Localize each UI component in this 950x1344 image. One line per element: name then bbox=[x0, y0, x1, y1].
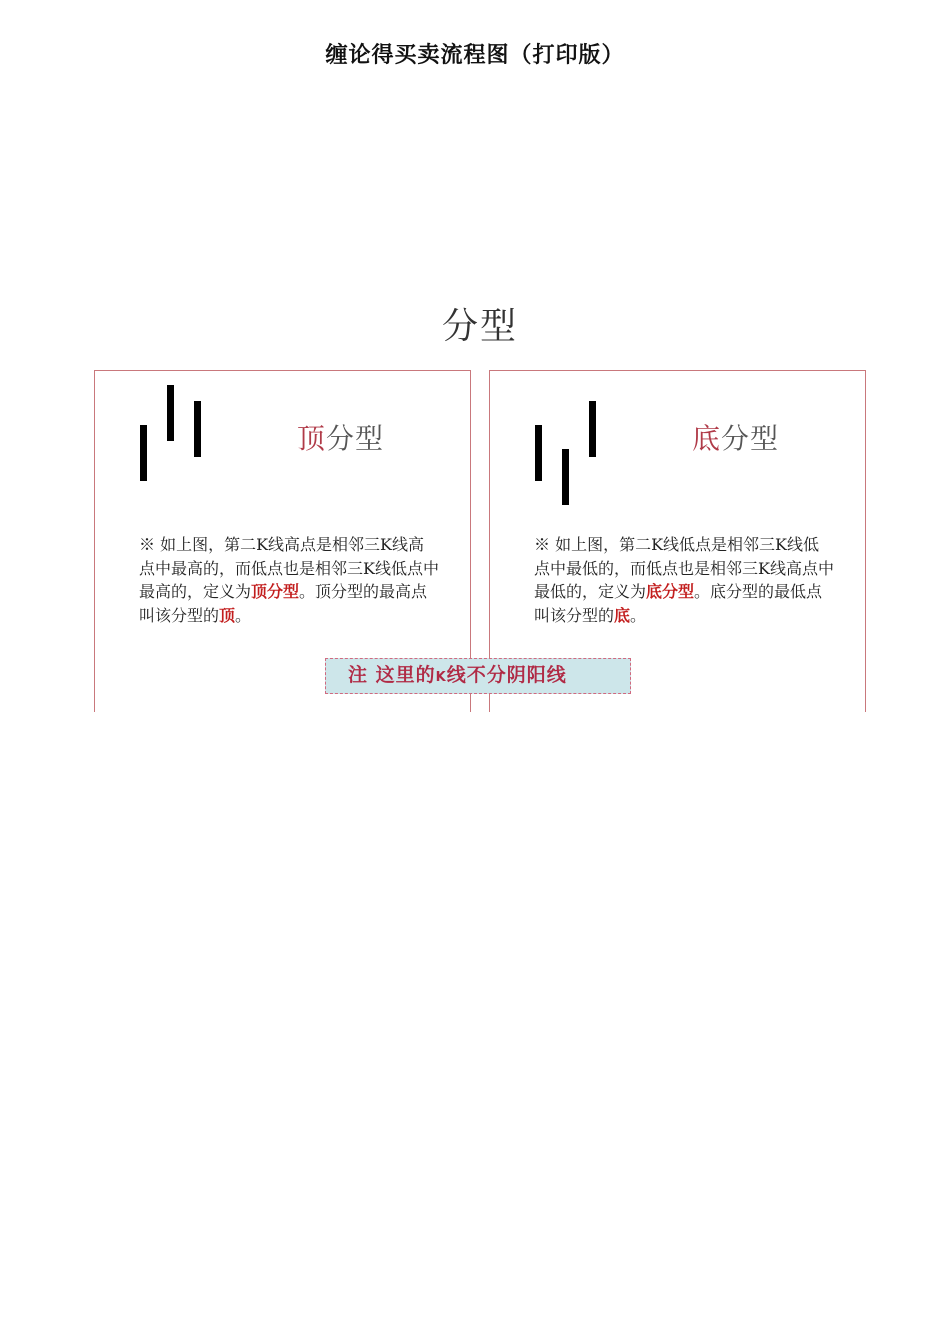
kline-bar-2 bbox=[562, 449, 569, 505]
kline-bar-3 bbox=[194, 401, 201, 457]
note-box: 注 这里的K线不分阴阳线 bbox=[325, 658, 631, 694]
bottom-fractal-title: 底分型 bbox=[692, 422, 780, 455]
figure-heading: 分型 bbox=[441, 306, 518, 347]
fractal-figure bbox=[94, 292, 866, 712]
kline-bar-3 bbox=[589, 401, 596, 457]
kline-bar-1 bbox=[535, 425, 542, 481]
kline-bar-1 bbox=[140, 425, 147, 481]
top-fractal-description: ※ 如上图，第二K线高点是相邻三K线高点中最高的，而低点也是相邻三K线低点中最高的，定义为顶分型。顶分型的最高点叫该分型的顶。 bbox=[139, 535, 439, 625]
page-title: 缠论得买卖流程图（打印版） bbox=[325, 43, 625, 68]
top-fractal-title: 顶分型 bbox=[297, 422, 385, 455]
kline-bar-2 bbox=[167, 385, 174, 441]
bottom-fractal-description: ※ 如上图，第二K线低点是相邻三K线低点中最低的，而低点也是相邻三K线高点中最低的，定义为底分型。底分型的最低点叫该分型的底。 bbox=[534, 535, 834, 625]
